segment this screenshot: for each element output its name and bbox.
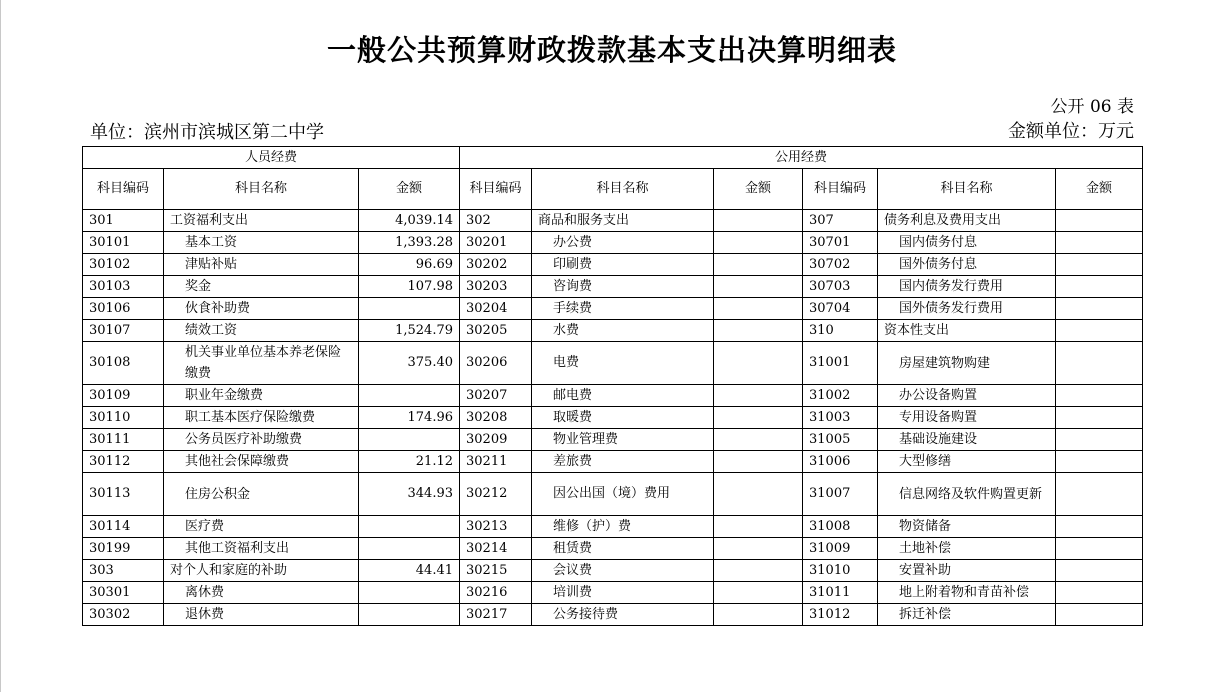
amount-cell — [1056, 582, 1143, 604]
table-row — [83, 429, 1143, 451]
code-cell: 31002 — [803, 385, 878, 407]
code-cell: 307 — [803, 210, 878, 232]
header-name-2: 科目名称 — [532, 169, 714, 210]
code-cell: 31005 — [803, 429, 878, 451]
amount-cell — [1056, 276, 1143, 298]
code-cell: 30109 — [83, 385, 164, 407]
header-code-3: 科目编码 — [803, 169, 878, 210]
amount-cell — [714, 582, 803, 604]
amount-cell: 1,524.79 — [359, 320, 460, 342]
name-cell: 电费 — [532, 342, 714, 385]
code-cell: 30214 — [460, 538, 532, 560]
amount-cell: 4,039.14 — [359, 210, 460, 232]
name-cell: 印刷费 — [532, 254, 714, 276]
name-cell: 租赁费 — [532, 538, 714, 560]
amount-cell: 44.41 — [359, 560, 460, 582]
amount-cell — [1056, 604, 1143, 626]
amount-cell — [714, 538, 803, 560]
code-cell: 30103 — [83, 276, 164, 298]
amount-cell — [714, 298, 803, 320]
table-row — [83, 473, 1143, 516]
table-row — [83, 516, 1143, 538]
amount-cell — [1056, 210, 1143, 232]
amount-cell — [359, 538, 460, 560]
code-cell: 30106 — [83, 298, 164, 320]
header-row-groups — [83, 147, 1143, 169]
code-cell: 31006 — [803, 451, 878, 473]
amount-cell — [714, 254, 803, 276]
amount-cell — [359, 604, 460, 626]
name-cell: 住房公积金 — [164, 473, 359, 516]
name-cell: 绩效工资 — [164, 320, 359, 342]
name-cell: 拆迁补偿 — [878, 604, 1056, 626]
amount-cell — [1056, 407, 1143, 429]
form-number: 公开 06 表 — [1050, 97, 1134, 117]
code-cell: 30201 — [460, 232, 532, 254]
code-cell: 30301 — [83, 582, 164, 604]
header-name-1: 科目名称 — [164, 169, 359, 210]
header-amount-3: 金额 — [1056, 169, 1143, 210]
amount-cell — [1056, 473, 1143, 516]
amount-cell — [714, 342, 803, 385]
amount-cell — [1056, 516, 1143, 538]
table-row — [83, 451, 1143, 473]
name-cell: 公务接待费 — [532, 604, 714, 626]
table-row — [83, 582, 1143, 604]
code-cell: 30199 — [83, 538, 164, 560]
header-code-2: 科目编码 — [460, 169, 532, 210]
code-cell: 30213 — [460, 516, 532, 538]
name-cell: 工资福利支出 — [164, 210, 359, 232]
amount-cell — [1056, 342, 1143, 385]
code-cell: 31010 — [803, 560, 878, 582]
table-row — [83, 210, 1143, 232]
name-cell: 机关事业单位基本养老保险缴费 — [164, 342, 359, 385]
code-cell: 30302 — [83, 604, 164, 626]
header-personnel: 人员经费 — [83, 147, 460, 169]
table-row — [83, 385, 1143, 407]
code-cell: 31003 — [803, 407, 878, 429]
page-title: 一般公共预算财政拨款基本支出决算明细表 — [326, 33, 897, 67]
name-cell: 邮电费 — [532, 385, 714, 407]
name-cell: 职工基本医疗保险缴费 — [164, 407, 359, 429]
amount-cell — [714, 276, 803, 298]
amount-cell — [359, 582, 460, 604]
name-cell: 国外债务发行费用 — [878, 298, 1056, 320]
code-cell: 30208 — [460, 407, 532, 429]
code-cell: 30701 — [803, 232, 878, 254]
name-cell: 职业年金缴费 — [164, 385, 359, 407]
name-cell: 培训费 — [532, 582, 714, 604]
name-cell: 公务员医疗补助缴费 — [164, 429, 359, 451]
code-cell: 30702 — [803, 254, 878, 276]
table-row — [83, 232, 1143, 254]
amount-cell — [1056, 538, 1143, 560]
name-cell: 大型修缮 — [878, 451, 1056, 473]
name-cell: 专用设备购置 — [878, 407, 1056, 429]
code-cell: 31011 — [803, 582, 878, 604]
amount-cell — [1056, 451, 1143, 473]
amount-cell — [1056, 254, 1143, 276]
code-cell: 30703 — [803, 276, 878, 298]
name-cell: 咨询费 — [532, 276, 714, 298]
name-cell: 会议费 — [532, 560, 714, 582]
amount-cell — [1056, 429, 1143, 451]
table-row — [83, 298, 1143, 320]
name-cell: 国内债务发行费用 — [878, 276, 1056, 298]
table-row — [83, 604, 1143, 626]
table-row — [83, 276, 1143, 298]
name-cell: 水费 — [532, 320, 714, 342]
amount-cell — [714, 385, 803, 407]
code-cell: 30107 — [83, 320, 164, 342]
code-cell: 31001 — [803, 342, 878, 385]
amount-cell: 174.96 — [359, 407, 460, 429]
code-cell: 30206 — [460, 342, 532, 385]
money-unit: 金额单位：万元 — [1008, 121, 1134, 142]
name-cell: 物业管理费 — [532, 429, 714, 451]
amount-cell — [714, 232, 803, 254]
name-cell: 土地补偿 — [878, 538, 1056, 560]
name-cell: 基本工资 — [164, 232, 359, 254]
name-cell: 伙食补助费 — [164, 298, 359, 320]
code-cell: 301 — [83, 210, 164, 232]
code-cell: 30112 — [83, 451, 164, 473]
name-cell: 国内债务付息 — [878, 232, 1056, 254]
name-cell: 津贴补贴 — [164, 254, 359, 276]
code-cell: 310 — [803, 320, 878, 342]
amount-cell — [714, 604, 803, 626]
name-cell: 商品和服务支出 — [532, 210, 714, 232]
code-cell: 30217 — [460, 604, 532, 626]
header-name-3: 科目名称 — [878, 169, 1056, 210]
amount-cell: 107.98 — [359, 276, 460, 298]
name-cell: 退休费 — [164, 604, 359, 626]
amount-cell — [359, 429, 460, 451]
expenditure-table — [82, 146, 1143, 626]
amount-cell — [359, 385, 460, 407]
amount-cell — [1056, 232, 1143, 254]
name-cell: 手续费 — [532, 298, 714, 320]
table-row — [83, 407, 1143, 429]
code-cell: 30202 — [460, 254, 532, 276]
amount-cell — [714, 429, 803, 451]
code-cell: 30215 — [460, 560, 532, 582]
code-cell: 31008 — [803, 516, 878, 538]
name-cell: 基础设施建设 — [878, 429, 1056, 451]
code-cell: 30209 — [460, 429, 532, 451]
code-cell: 30203 — [460, 276, 532, 298]
amount-cell: 344.93 — [359, 473, 460, 516]
amount-cell: 21.12 — [359, 451, 460, 473]
table-row — [83, 320, 1143, 342]
code-cell: 30108 — [83, 342, 164, 385]
code-cell: 30211 — [460, 451, 532, 473]
code-cell: 31007 — [803, 473, 878, 516]
amount-cell: 1,393.28 — [359, 232, 460, 254]
code-cell: 30102 — [83, 254, 164, 276]
name-cell: 信息网络及软件购置更新 — [878, 473, 1056, 516]
amount-cell — [1056, 560, 1143, 582]
name-cell: 差旅费 — [532, 451, 714, 473]
name-cell: 国外债务付息 — [878, 254, 1056, 276]
code-cell: 302 — [460, 210, 532, 232]
amount-cell — [714, 451, 803, 473]
amount-cell — [714, 473, 803, 516]
code-cell: 30205 — [460, 320, 532, 342]
code-cell: 31009 — [803, 538, 878, 560]
amount-cell — [359, 516, 460, 538]
name-cell: 办公费 — [532, 232, 714, 254]
name-cell: 房屋建筑物购建 — [878, 342, 1056, 385]
code-cell: 30113 — [83, 473, 164, 516]
table-row — [83, 254, 1143, 276]
amount-cell — [1056, 320, 1143, 342]
header-amount-2: 金额 — [714, 169, 803, 210]
name-cell: 因公出国（境）费用 — [532, 473, 714, 516]
code-cell: 303 — [83, 560, 164, 582]
header-public: 公用经费 — [460, 147, 1143, 169]
table-row — [83, 342, 1143, 385]
code-cell: 31012 — [803, 604, 878, 626]
code-cell: 30704 — [803, 298, 878, 320]
amount-cell — [714, 407, 803, 429]
code-cell: 30204 — [460, 298, 532, 320]
code-cell: 30110 — [83, 407, 164, 429]
amount-cell — [714, 320, 803, 342]
name-cell: 其他社会保障缴费 — [164, 451, 359, 473]
name-cell: 维修（护）费 — [532, 516, 714, 538]
code-cell: 30101 — [83, 232, 164, 254]
name-cell: 物资储备 — [878, 516, 1056, 538]
page-edge — [0, 0, 1, 692]
amount-cell — [714, 516, 803, 538]
amount-cell: 375.40 — [359, 342, 460, 385]
table-row — [83, 560, 1143, 582]
amount-cell: 96.69 — [359, 254, 460, 276]
amount-cell — [1056, 385, 1143, 407]
amount-cell — [714, 210, 803, 232]
code-cell: 30111 — [83, 429, 164, 451]
name-cell: 其他工资福利支出 — [164, 538, 359, 560]
code-cell: 30216 — [460, 582, 532, 604]
name-cell: 地上附着物和青苗补偿 — [878, 582, 1056, 604]
amount-cell — [714, 560, 803, 582]
name-cell: 对个人和家庭的补助 — [164, 560, 359, 582]
reporting-unit: 单位：滨州市滨城区第二中学 — [90, 122, 324, 143]
name-cell: 取暖费 — [532, 407, 714, 429]
name-cell: 资本性支出 — [878, 320, 1056, 342]
name-cell: 医疗费 — [164, 516, 359, 538]
name-cell: 奖金 — [164, 276, 359, 298]
name-cell: 安置补助 — [878, 560, 1056, 582]
name-cell: 办公设备购置 — [878, 385, 1056, 407]
amount-cell — [359, 298, 460, 320]
code-cell: 30212 — [460, 473, 532, 516]
name-cell: 债务利息及费用支出 — [878, 210, 1056, 232]
name-cell: 离休费 — [164, 582, 359, 604]
code-cell: 30207 — [460, 385, 532, 407]
header-amount-1: 金额 — [359, 169, 460, 210]
header-code-1: 科目编码 — [83, 169, 164, 210]
header-row-columns — [83, 169, 1143, 210]
table-row — [83, 538, 1143, 560]
code-cell: 30114 — [83, 516, 164, 538]
amount-cell — [1056, 298, 1143, 320]
